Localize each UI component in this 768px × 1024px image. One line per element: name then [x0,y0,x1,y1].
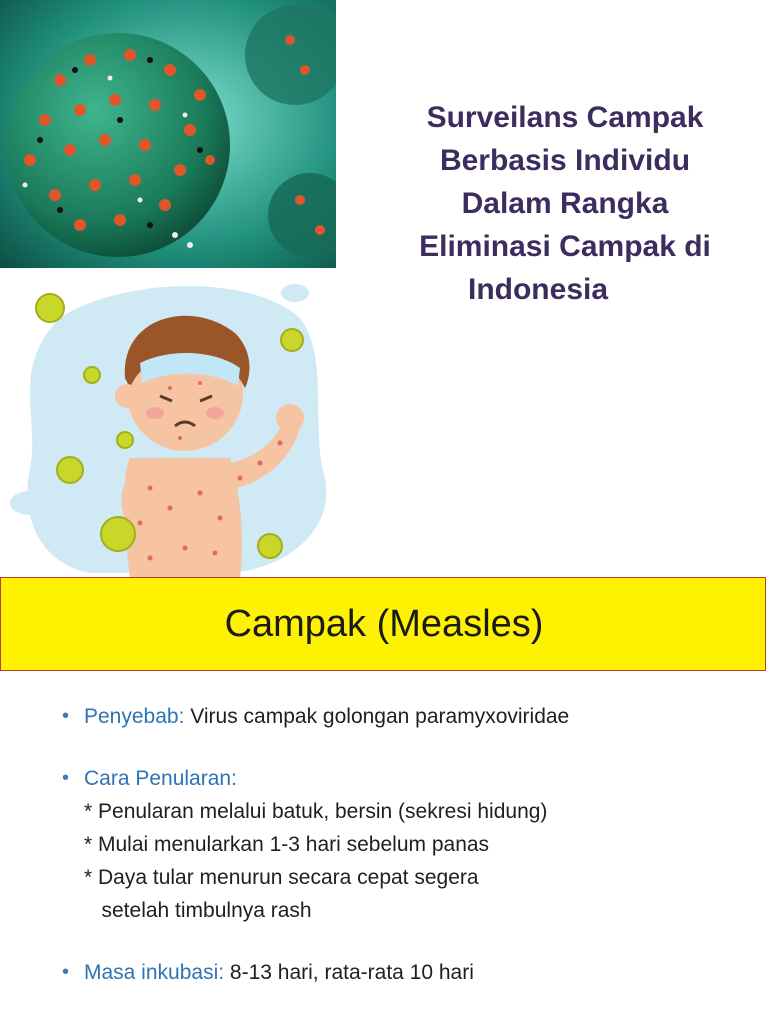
cause-value: Virus campak golongan paramyxoviridae [184,705,570,728]
transmission-item-1: * Penularan melalui batuk, bersin (sekresi hidung) [84,800,548,823]
title-line-1: Surveilans Campak [426,101,704,134]
title-line-5: Indonesia [468,273,609,306]
incubation-value: 8-13 hari, rata-rata 10 hari [224,961,474,984]
incubation-label: Masa inkubasi: [84,961,225,984]
bullet-dot-icon: • [62,767,70,789]
title-line-2: Berbasis Individu [439,144,691,177]
bullet-dot-icon: • [62,961,70,983]
banner-title: Campak (Measles) [224,603,544,645]
transmission-item-4: setelah timbulnya rash [84,899,312,922]
bullet-incubation [62,956,752,989]
section-banner [0,577,766,671]
slide-title [380,96,750,311]
title-line-4: Eliminasi Campak di [419,230,711,263]
title-line-3: Dalam Rangka [461,187,669,220]
transmission-item-2: * Mulai menularkan 1-3 hari sebelum panas [84,833,490,856]
virus-photo [0,0,336,268]
transmission-label: Cara Penularan: [84,767,237,790]
bullet-cause [62,700,752,733]
cause-label: Penyebab: [84,705,185,728]
bullet-transmission [62,762,752,927]
bullet-dot-icon: • [62,705,70,727]
sick-child-illustration [0,278,336,578]
transmission-item-3: * Daya tular menurun secara cepat segera [84,866,479,889]
bullet-list [62,700,752,989]
